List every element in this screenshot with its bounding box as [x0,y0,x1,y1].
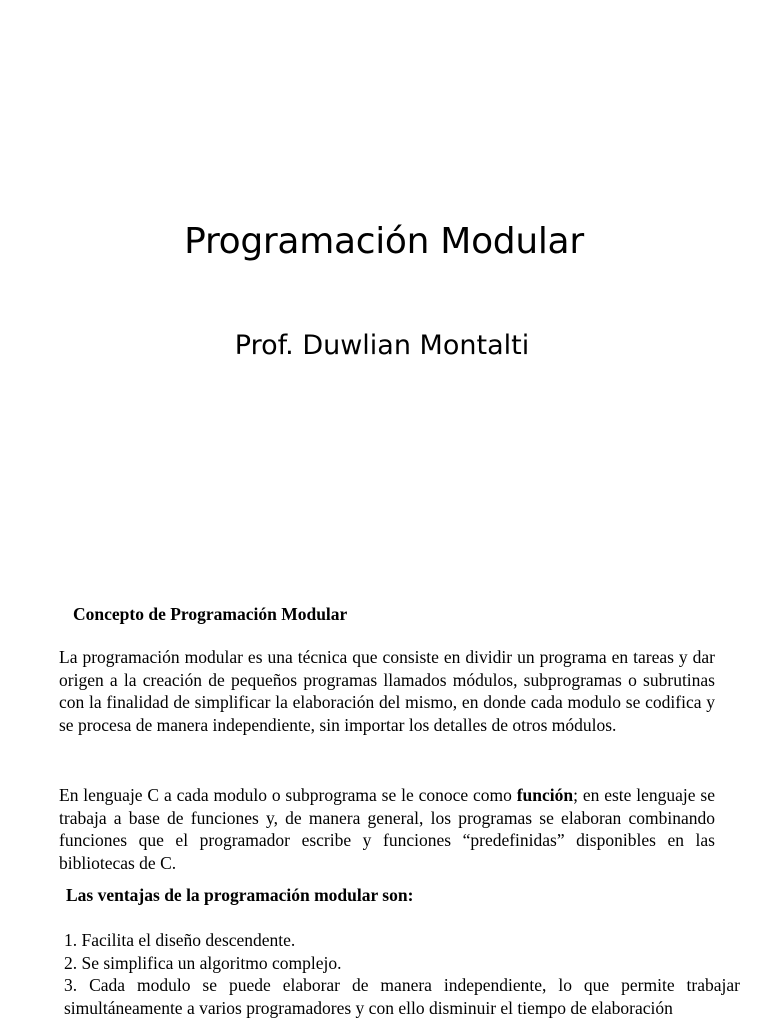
list-item: 1. Facilita el diseño descendente. [64,930,296,950]
advantages-list [64,929,740,1019]
keyword-funcion: función [516,785,574,805]
paragraph-text-start: En lenguaje C a cada modulo o subprograma se le conoce como [59,785,517,805]
section-heading-advantages: Las ventajas de la programación modular son: [66,885,414,905]
paragraph-definition: La programación modular es una técnica que consiste en dividir un programa en tareas y dar origen a la creación de pequeños programas llamados módulos, subprogramas o subrutinas con la finalidad de simplificar la elaboración del mismo, en donde cada modulo se codifica y se procesa de manera independiente, sin importar los detalles de otros módulos. [59,647,715,735]
document-author: Prof. Duwlian Montalti [234,330,530,361]
paragraph-text-end: ; en este lenguaje se trabaja a base de funciones y, de manera general, los programas se elaboran combinando funciones que el programador escribe y funciones “predefinidas” disponibles en las bibliotecas de C. [59,785,715,873]
section-heading-concept: Concepto de Programación Modular [73,604,348,624]
list-item: 3. Cada modulo se puede elaborar de manera independiente, lo que permite trabajar simultáneamente a varios programadores y con ello disminuir el tiempo de elaboración [64,975,740,1018]
document-title: Programación Modular [184,221,584,262]
paragraph-functions-in-c [59,784,715,874]
list-item: 2. Se simplifica un algoritmo complejo. [64,952,342,973]
